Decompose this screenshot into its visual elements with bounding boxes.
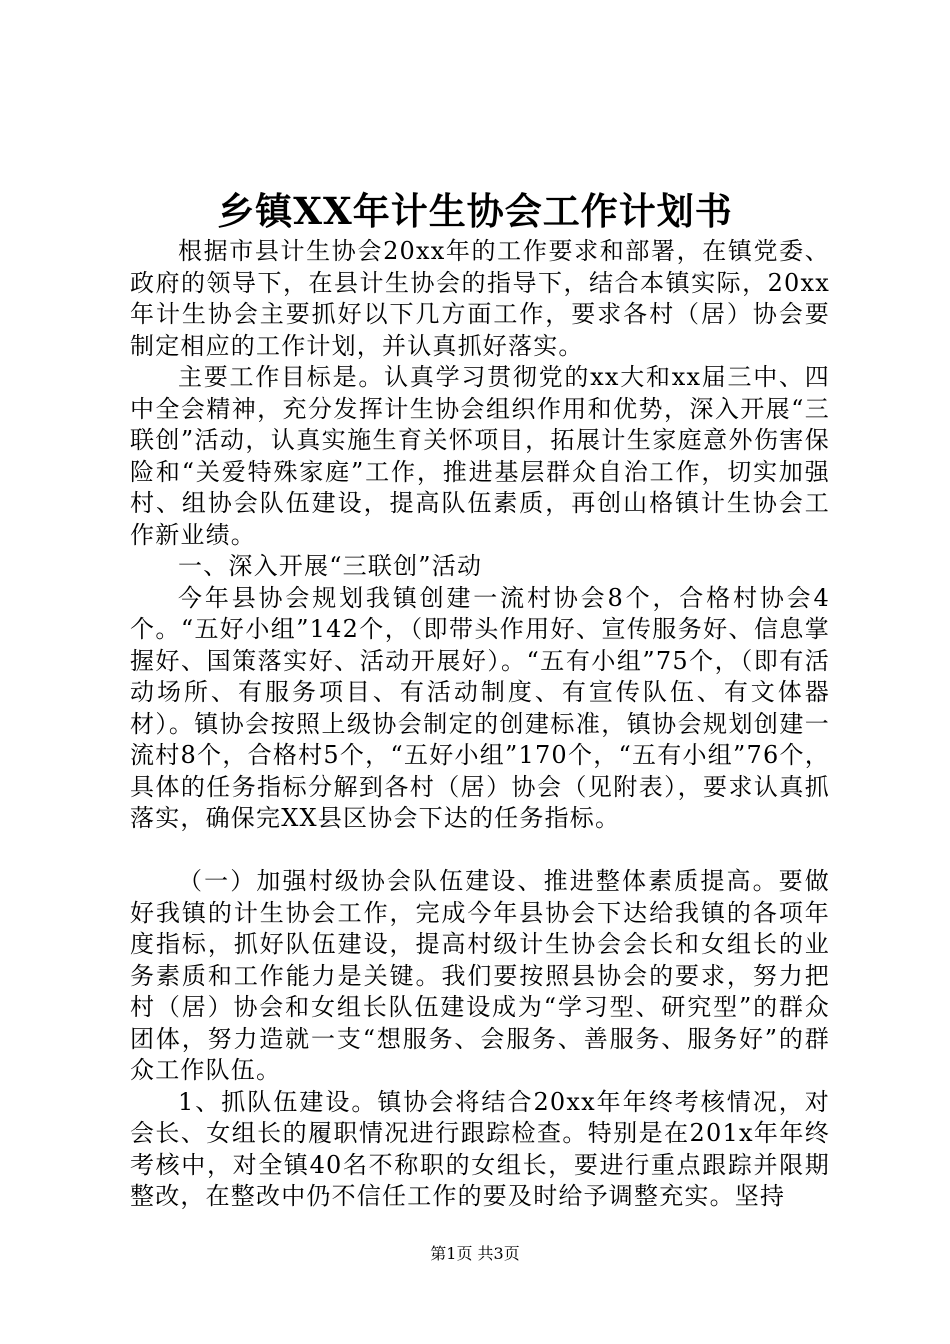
paragraph-team-building: （一）加强村级协会队伍建设、推进整体素质提高。要做好我镇的计生协会工作，完成今年县协会下达给我镇的各项年度指标，抓好队伍建设，提高村级计生协会会长和女组长的业务素质和工作能力是关键。我们要按照县协会的要求，努力把村（居）协会和女组长队伍建设成为“学习型、研究型”的群众团体，努力造就一支“想服务、会服务、善服务、服务好”的群众工作队伍。 (130, 867, 830, 1084)
paragraph-item-1: 1、抓队伍建设。镇协会将结合20xx年年终考核情况，对会长、女组长的履职情况进行跟踪检查。特别是在201x年年终考核中，对全镇40名不称职的女组长，要进行重点跟踪并限期整改，在整改中仍不信任工作的要及时给予调整充实。坚持 (130, 1087, 830, 1210)
paragraph-targets: 今年县协会规划我镇创建一流村协会8个，合格村协会4个。“五好小组”142个，（即带头作用好、宣传服务好、信息掌握好、国策落实好、活动开展好）。“五有小组”75个，（即有活动场所、有服务项目、有活动制度、有宣传队伍、有文体器材）。镇协会按照上级协会制定的创建标准，镇协会规划创建一流村8个，合格村5个，“五好小组”170个，“五有小组”76个，具体的任务指标分解到各村（居）协会（见附表），要求认真抓落实，确保完XX县区协会下达的任务指标。 (130, 583, 830, 832)
page-number: 第1页 共3页 (430, 1244, 520, 1263)
paragraph-main-goal: 主要工作目标是。认真学习贯彻党的xx大和xx届三中、四中全会精神，充分发挥计生协会组织作用和优势，深入开展“三联创”活动，认真实施生育关怀项目，拓展计生家庭意外伤害保险和“关爱特殊家庭”工作，推进基层群众自治工作，切实加强村、组协会队伍建设，提高队伍素质，再创山格镇计生协会工作新业绩。 (130, 363, 830, 549)
paragraph-intro: 根据市县计生协会20xx年的工作要求和部署，在镇党委、政府的领导下，在县计生协会的指导下，结合本镇实际，20xx年计生协会主要抓好以下几方面工作，要求各村（居）协会要制定相应的工作计划，并认真抓好落实。 (130, 237, 830, 360)
section-heading-1: 一、深入开展“三联创”活动 (178, 552, 483, 580)
document-body (130, 236, 830, 1213)
document-title: 乡镇XX年计生协会工作计划书 (217, 189, 733, 233)
